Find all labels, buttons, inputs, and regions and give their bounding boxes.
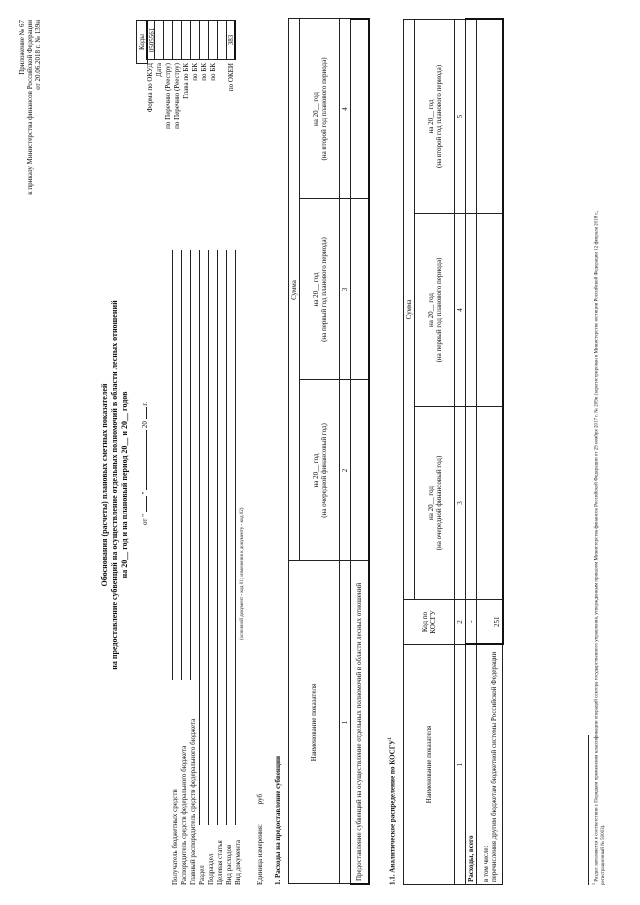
title-line1: Обоснования (расчеты) плановых сметных показателей <box>100 383 109 587</box>
s11-col-code: Код по КОСГУ <box>404 600 455 645</box>
date-year: 20 <box>141 421 149 429</box>
code-value <box>209 20 218 60</box>
field-label: Получатель бюджетных средств <box>171 789 179 885</box>
table-row <box>351 19 369 884</box>
code-value <box>218 20 227 60</box>
codes-header: Коды <box>137 21 148 64</box>
footnote-text: Раздел заполняется в соответствии с Порядком применения классификации операций сектора государственного управления, утвержденным приказом Министерства финансов Российской Федерации от 29 ноября 2017 г. № 209н (зарегистрирован в Министерстве юстиции Российской Федерации 12 февраля 2018 г., регистрационный № 50003). <box>594 210 606 885</box>
s1-col-name: Наименование показателя <box>289 561 340 884</box>
field-label: Распорядитель средств федерального бюджета <box>180 745 188 885</box>
s11-row-transfer: в том числе: перечисления другим бюджетам бюджетной системы Российской Федерации <box>477 645 503 885</box>
s11-num: 3 <box>455 407 466 600</box>
code-value <box>182 20 191 60</box>
appendix-note <box>18 20 42 340</box>
header-field <box>182 185 197 885</box>
title-line2: на предоставление субвенций на осуществление отдельных полномочий в области лесных отношений <box>110 300 119 670</box>
codes-row <box>155 20 164 245</box>
s1-cell <box>351 199 369 380</box>
s1-row-label: Предоставление субвенций на осуществление отдельных полномочий в области лесных отношений <box>351 561 369 884</box>
s1-cell <box>351 19 369 199</box>
field-label: Вид расходов <box>225 844 233 885</box>
code-label: по БК <box>200 63 208 81</box>
s11-num: 5 <box>455 19 466 213</box>
doc-note: (основной документ - код 01; изменения к документу - код 02) <box>240 507 245 640</box>
s11-col-y2: на 20__ год (на первый год планового периода) <box>415 214 455 407</box>
header-field <box>173 185 188 885</box>
code-label: по БК <box>209 63 217 81</box>
s11-cell <box>477 407 503 600</box>
code-label: Форма по ОКУД <box>146 63 154 113</box>
appendix-line3: от 20.06.2018 г. № 139н <box>34 20 42 90</box>
s1-col-y1: на 20__ год (на очередной финансовый год) <box>300 380 340 561</box>
s11-cell <box>466 407 477 600</box>
s11-cell <box>477 214 503 407</box>
s11-row-total: Расходы, всего <box>466 645 477 885</box>
s1-col-y2: на 20__ год (на первый год планового периода) <box>300 199 340 380</box>
field-label: Целевая статья <box>216 840 224 885</box>
section11-title: 1.1. Аналитическое распределение по КОСГУ$^1$ <box>388 737 397 885</box>
s11-total-code: - <box>466 600 477 645</box>
s11-col-name: Наименование показателя <box>404 645 455 885</box>
code-label: по ОКЕИ <box>227 63 235 92</box>
table-row <box>466 19 477 884</box>
field-label: Подраздел <box>207 853 215 885</box>
s1-num: 3 <box>340 199 351 380</box>
s11-num: 2 <box>455 600 466 645</box>
unit-line <box>256 794 264 885</box>
code-label: Глава по БК <box>182 63 190 99</box>
code-label: Дата <box>155 63 163 77</box>
s11-col-sum: Сумма <box>404 19 415 599</box>
s1-col-y3: на 20__ год (на второй год планового периода) <box>300 19 340 199</box>
date-mid: " <box>141 491 149 495</box>
code-label: по Перечню (Реестру) <box>164 63 172 129</box>
header-field <box>191 185 206 885</box>
document-page <box>18 20 620 885</box>
header-fields <box>164 185 242 885</box>
s1-cell <box>351 380 369 561</box>
s11-num: 1 <box>455 645 466 885</box>
date-line <box>141 325 149 525</box>
section11-table <box>403 18 504 885</box>
s11-cell <box>477 19 503 213</box>
s1-num: 2 <box>340 380 351 561</box>
code-label: по БК <box>191 63 199 81</box>
s1-num: 4 <box>340 19 351 199</box>
appendix-line2: к приказу Министерства финансов Российской Федерации <box>26 20 34 195</box>
code-label: по Перечню (Реестру) <box>173 63 181 129</box>
s1-num: 1 <box>340 561 351 884</box>
codes-row <box>146 20 155 245</box>
code-value: 383 <box>227 20 236 60</box>
title-line3: на 20__ год и на плановый период 20__ и 20__ годов <box>120 391 129 579</box>
s11-col-y1: на 20__ год (на очередной финансовый год) <box>415 407 455 600</box>
header-field <box>164 185 179 885</box>
date-prefix: от " <box>141 513 149 525</box>
s11-cell <box>466 19 477 213</box>
header-field <box>218 185 233 885</box>
s11-transfer-code: 251 <box>477 600 503 645</box>
field-label: Вид документа <box>234 839 242 885</box>
code-value <box>173 20 182 60</box>
field-label: Главный распорядитель средств федерального бюджета <box>189 718 197 885</box>
code-value: 0505561 <box>146 20 155 60</box>
section1-table <box>288 18 370 885</box>
field-label: Раздел <box>198 865 206 885</box>
code-value <box>200 20 209 60</box>
footnote-mark: 1 <box>591 882 596 885</box>
date-suffix: г. <box>141 401 149 406</box>
code-value <box>155 20 164 60</box>
unit-label: Единица измерения: <box>256 824 264 885</box>
header-field <box>200 185 215 885</box>
code-value <box>191 20 200 60</box>
s11-num: 4 <box>455 214 466 407</box>
table-row <box>477 19 503 884</box>
header-field <box>209 185 224 885</box>
s1-col-sum: Сумма <box>289 19 300 561</box>
footnote <box>591 185 607 885</box>
footnote-divider <box>588 735 589 885</box>
appendix-line1: Приложение № 67 <box>18 20 26 75</box>
section1-title: 1. Расходы на предоставление субвенции <box>274 755 282 885</box>
header-field <box>227 185 242 885</box>
unit-value: руб <box>256 793 264 805</box>
code-value <box>164 20 173 60</box>
document-title <box>100 205 130 765</box>
s11-col-y3: на 20__ год (на второй год планового периода) <box>415 19 455 213</box>
s11-cell <box>466 214 477 407</box>
